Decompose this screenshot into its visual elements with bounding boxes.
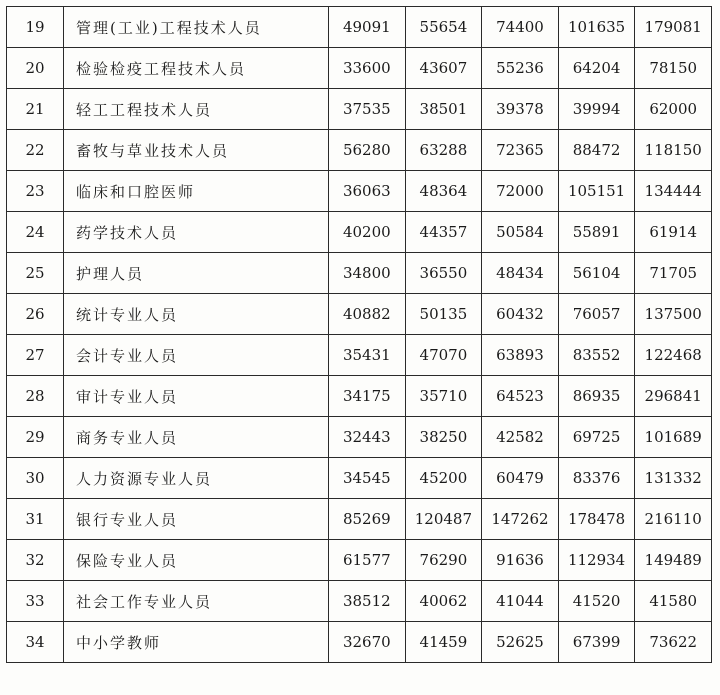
salary-value-cell: 32670 bbox=[329, 622, 406, 663]
salary-value-cell: 83552 bbox=[558, 335, 635, 376]
salary-value-cell: 101689 bbox=[635, 417, 712, 458]
occupation-name-cell: 审计专业人员 bbox=[64, 376, 329, 417]
salary-value-cell: 86935 bbox=[558, 376, 635, 417]
table-row bbox=[7, 253, 712, 294]
table-row bbox=[7, 212, 712, 253]
salary-table-body bbox=[7, 7, 712, 663]
salary-value-cell: 34800 bbox=[329, 253, 406, 294]
occupation-name-cell: 检验检疫工程技术人员 bbox=[64, 48, 329, 89]
salary-value-cell: 62000 bbox=[635, 89, 712, 130]
salary-value-cell: 122468 bbox=[635, 335, 712, 376]
salary-value-cell: 55236 bbox=[482, 48, 559, 89]
salary-value-cell: 56280 bbox=[329, 130, 406, 171]
row-number-cell: 25 bbox=[7, 253, 64, 294]
salary-value-cell: 216110 bbox=[635, 499, 712, 540]
row-number-cell: 23 bbox=[7, 171, 64, 212]
occupation-name-cell: 保险专业人员 bbox=[64, 540, 329, 581]
salary-value-cell: 67399 bbox=[558, 622, 635, 663]
salary-value-cell: 61577 bbox=[329, 540, 406, 581]
occupation-name-cell: 社会工作专业人员 bbox=[64, 581, 329, 622]
salary-value-cell: 35710 bbox=[405, 376, 482, 417]
table-row bbox=[7, 499, 712, 540]
salary-value-cell: 71705 bbox=[635, 253, 712, 294]
salary-value-cell: 112934 bbox=[558, 540, 635, 581]
salary-value-cell: 178478 bbox=[558, 499, 635, 540]
salary-value-cell: 63288 bbox=[405, 130, 482, 171]
salary-value-cell: 134444 bbox=[635, 171, 712, 212]
occupation-name-cell: 护理人员 bbox=[64, 253, 329, 294]
table-row bbox=[7, 130, 712, 171]
salary-value-cell: 85269 bbox=[329, 499, 406, 540]
salary-value-cell: 76057 bbox=[558, 294, 635, 335]
salary-value-cell: 149489 bbox=[635, 540, 712, 581]
row-number-cell: 32 bbox=[7, 540, 64, 581]
salary-value-cell: 50584 bbox=[482, 212, 559, 253]
table-row bbox=[7, 335, 712, 376]
row-number-cell: 21 bbox=[7, 89, 64, 130]
salary-value-cell: 50135 bbox=[405, 294, 482, 335]
salary-value-cell: 101635 bbox=[558, 7, 635, 48]
row-number-cell: 20 bbox=[7, 48, 64, 89]
salary-value-cell: 56104 bbox=[558, 253, 635, 294]
salary-value-cell: 41520 bbox=[558, 581, 635, 622]
row-number-cell: 19 bbox=[7, 7, 64, 48]
row-number-cell: 28 bbox=[7, 376, 64, 417]
salary-value-cell: 64204 bbox=[558, 48, 635, 89]
salary-value-cell: 32443 bbox=[329, 417, 406, 458]
salary-value-cell: 36063 bbox=[329, 171, 406, 212]
row-number-cell: 33 bbox=[7, 581, 64, 622]
salary-value-cell: 61914 bbox=[635, 212, 712, 253]
salary-value-cell: 38501 bbox=[405, 89, 482, 130]
table-row bbox=[7, 622, 712, 663]
salary-value-cell: 41044 bbox=[482, 581, 559, 622]
occupation-name-cell: 商务专业人员 bbox=[64, 417, 329, 458]
salary-value-cell: 131332 bbox=[635, 458, 712, 499]
salary-value-cell: 48364 bbox=[405, 171, 482, 212]
occupation-name-cell: 轻工工程技术人员 bbox=[64, 89, 329, 130]
salary-value-cell: 33600 bbox=[329, 48, 406, 89]
salary-value-cell: 69725 bbox=[558, 417, 635, 458]
row-number-cell: 26 bbox=[7, 294, 64, 335]
table-row bbox=[7, 7, 712, 48]
salary-value-cell: 36550 bbox=[405, 253, 482, 294]
row-number-cell: 34 bbox=[7, 622, 64, 663]
salary-value-cell: 296841 bbox=[635, 376, 712, 417]
row-number-cell: 22 bbox=[7, 130, 64, 171]
salary-value-cell: 38250 bbox=[405, 417, 482, 458]
salary-value-cell: 55891 bbox=[558, 212, 635, 253]
table-row bbox=[7, 417, 712, 458]
salary-value-cell: 118150 bbox=[635, 130, 712, 171]
salary-value-cell: 63893 bbox=[482, 335, 559, 376]
row-number-cell: 31 bbox=[7, 499, 64, 540]
salary-value-cell: 49091 bbox=[329, 7, 406, 48]
salary-value-cell: 83376 bbox=[558, 458, 635, 499]
salary-value-cell: 40882 bbox=[329, 294, 406, 335]
salary-value-cell: 52625 bbox=[482, 622, 559, 663]
salary-value-cell: 73622 bbox=[635, 622, 712, 663]
salary-value-cell: 38512 bbox=[329, 581, 406, 622]
occupation-name-cell: 人力资源专业人员 bbox=[64, 458, 329, 499]
salary-value-cell: 47070 bbox=[405, 335, 482, 376]
salary-value-cell: 76290 bbox=[405, 540, 482, 581]
salary-value-cell: 34175 bbox=[329, 376, 406, 417]
occupation-name-cell: 药学技术人员 bbox=[64, 212, 329, 253]
row-number-cell: 24 bbox=[7, 212, 64, 253]
salary-value-cell: 39994 bbox=[558, 89, 635, 130]
salary-value-cell: 39378 bbox=[482, 89, 559, 130]
salary-value-cell: 41580 bbox=[635, 581, 712, 622]
salary-value-cell: 34545 bbox=[329, 458, 406, 499]
table-row bbox=[7, 171, 712, 212]
salary-value-cell: 41459 bbox=[405, 622, 482, 663]
occupation-name-cell: 银行专业人员 bbox=[64, 499, 329, 540]
salary-value-cell: 55654 bbox=[405, 7, 482, 48]
salary-value-cell: 179081 bbox=[635, 7, 712, 48]
salary-value-cell: 44357 bbox=[405, 212, 482, 253]
table-row bbox=[7, 540, 712, 581]
salary-value-cell: 137500 bbox=[635, 294, 712, 335]
table-row bbox=[7, 89, 712, 130]
table-row bbox=[7, 581, 712, 622]
occupation-name-cell: 畜牧与草业技术人员 bbox=[64, 130, 329, 171]
salary-value-cell: 72000 bbox=[482, 171, 559, 212]
table-row bbox=[7, 376, 712, 417]
salary-value-cell: 60432 bbox=[482, 294, 559, 335]
row-number-cell: 27 bbox=[7, 335, 64, 376]
salary-value-cell: 45200 bbox=[405, 458, 482, 499]
salary-value-cell: 105151 bbox=[558, 171, 635, 212]
salary-value-cell: 42582 bbox=[482, 417, 559, 458]
salary-value-cell: 74400 bbox=[482, 7, 559, 48]
occupation-name-cell: 会计专业人员 bbox=[64, 335, 329, 376]
salary-value-cell: 40200 bbox=[329, 212, 406, 253]
salary-value-cell: 88472 bbox=[558, 130, 635, 171]
occupation-name-cell: 统计专业人员 bbox=[64, 294, 329, 335]
occupation-name-cell: 中小学教师 bbox=[64, 622, 329, 663]
salary-value-cell: 91636 bbox=[482, 540, 559, 581]
salary-value-cell: 147262 bbox=[482, 499, 559, 540]
table-row bbox=[7, 294, 712, 335]
row-number-cell: 29 bbox=[7, 417, 64, 458]
salary-value-cell: 48434 bbox=[482, 253, 559, 294]
salary-value-cell: 35431 bbox=[329, 335, 406, 376]
salary-value-cell: 120487 bbox=[405, 499, 482, 540]
row-number-cell: 30 bbox=[7, 458, 64, 499]
salary-value-cell: 37535 bbox=[329, 89, 406, 130]
salary-value-cell: 60479 bbox=[482, 458, 559, 499]
salary-value-cell: 40062 bbox=[405, 581, 482, 622]
salary-value-cell: 78150 bbox=[635, 48, 712, 89]
occupation-name-cell: 临床和口腔医师 bbox=[64, 171, 329, 212]
occupation-name-cell: 管理(工业)工程技术人员 bbox=[64, 7, 329, 48]
salary-value-cell: 43607 bbox=[405, 48, 482, 89]
salary-value-cell: 64523 bbox=[482, 376, 559, 417]
table-row bbox=[7, 48, 712, 89]
table-row bbox=[7, 458, 712, 499]
salary-value-cell: 72365 bbox=[482, 130, 559, 171]
salary-table bbox=[6, 6, 712, 663]
